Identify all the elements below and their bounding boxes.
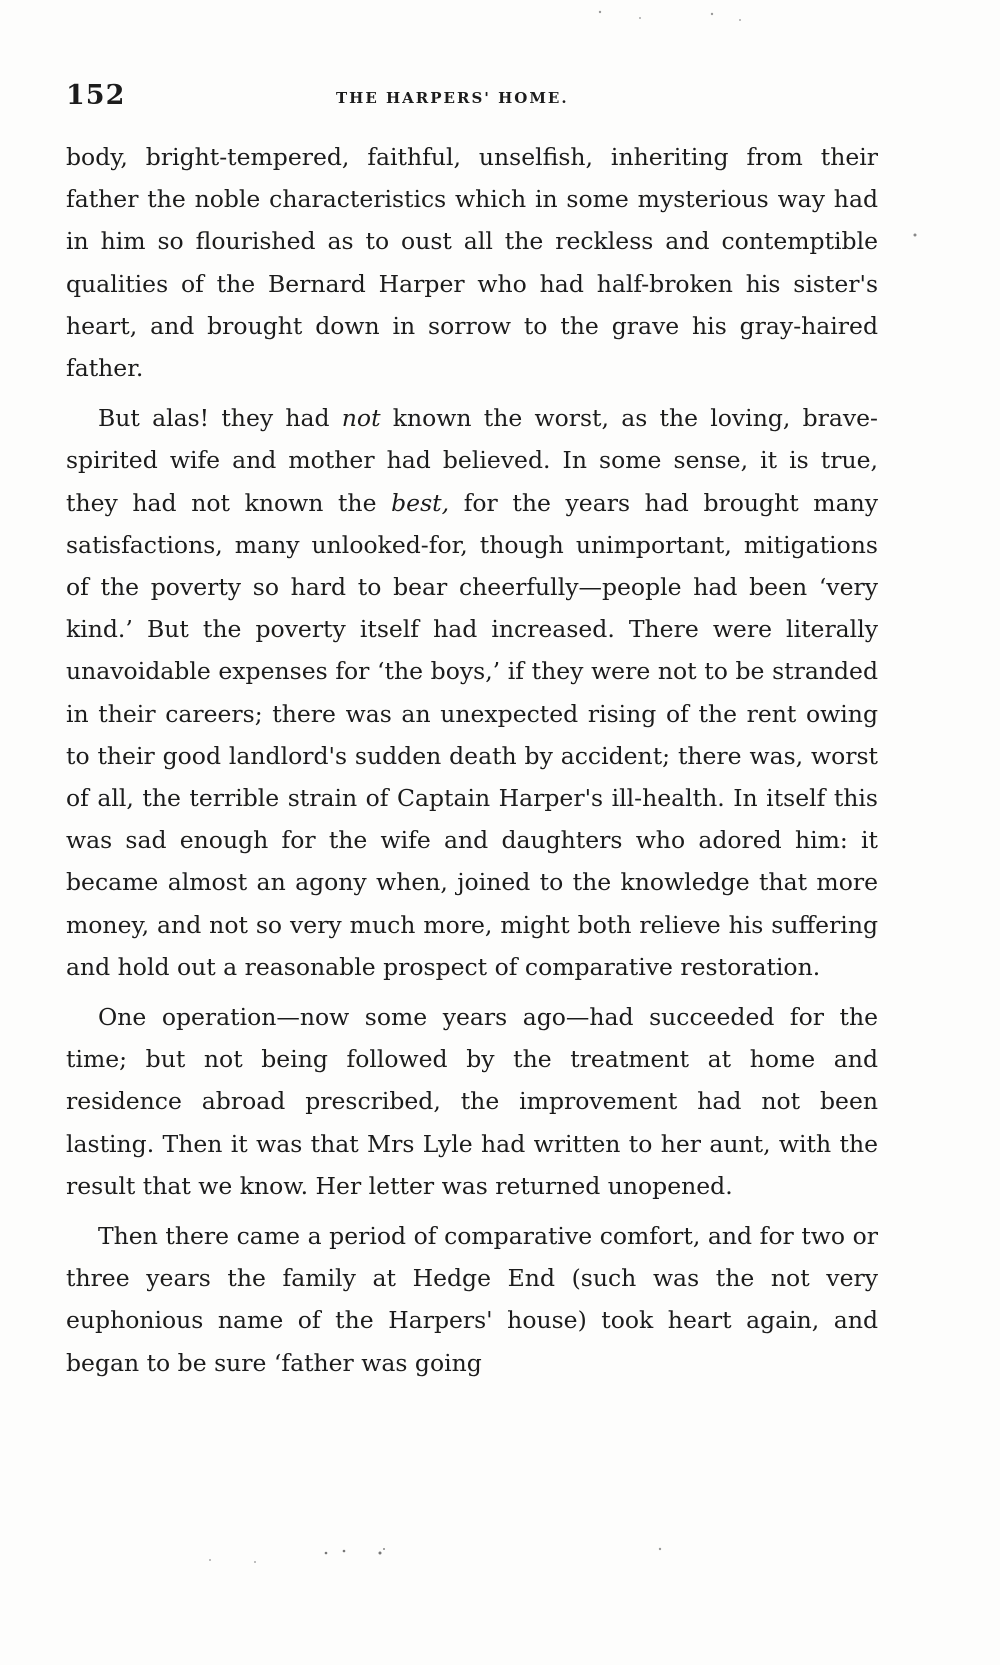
- text-segment: Then there came a period of comparative comfort, and for two or three years the family at Hedge End (such was the not very euphonious name of the Harpers' house) took heart again, and began to be sure ‘father was going: [66, 1222, 878, 1377]
- italic-emphasis: not: [341, 404, 381, 433]
- scan-speck: [383, 1548, 385, 1550]
- scan-speck: [254, 1561, 256, 1563]
- scan-speck: [739, 19, 741, 21]
- scan-speck: [325, 1552, 328, 1555]
- scan-speck: [711, 13, 713, 15]
- scan-speck: [209, 1559, 211, 1561]
- body-text: [66, 136, 878, 1384]
- paragraph: [66, 397, 878, 988]
- scan-speck: [379, 1552, 382, 1555]
- scan-speck: [914, 234, 917, 237]
- running-head: THE HARPERS' HOME.: [336, 89, 569, 107]
- scan-speck: [343, 1550, 346, 1553]
- paragraph: [66, 1215, 878, 1384]
- text-segment: body, bright-tempered, faithful, unselfish, inheriting from their father the noble characteristics which in some mysterious way had in him so flourished as to oust all the reckless and contemptible qualities of the Bernard Harper who had half-broken his sister's heart, and brought down in sorrow to the grave his gray-haired father.: [66, 143, 878, 383]
- scan-speck: [659, 1548, 661, 1550]
- scan-speck: [599, 11, 601, 13]
- scan-speck: [639, 17, 641, 19]
- paragraph: [66, 996, 878, 1207]
- page-number: 152: [66, 80, 126, 111]
- italic-emphasis: best,: [391, 488, 450, 517]
- text-segment: known the worst, as the loving, brave-spirited wife and mother had believed. In some sense, it is true, they had not known the: [66, 404, 879, 517]
- text-segment: But alas! they had: [98, 404, 342, 433]
- text-segment: for the years had brought many satisfactions, many unlooked-for, though unimportant, mitigations of the poverty so hard to bear cheerfully—people had been ‘very kind.’ But the poverty itself had increased. There were literally unavoidable expenses for ‘the boys,’ if they were not to be stranded in their careers; there was an unexpected rising of the rent owing to their good landlord's sudden death by accident; there was, worst of all, the terrible strain of Captain Harper's ill-health. In itself this was sad enough for the wife and daughters who adored him: it became almost an agony when, joined to the knowledge that more money, and not so very much more, might both relieve his suffering and hold out a reasonable prospect of comparative restoration.: [66, 488, 878, 981]
- page-header: [66, 80, 876, 120]
- text-segment: One operation—now some years ago—had succeeded for the time; but not being followed by the treatment at home and residence abroad prescribed, the improvement had not been lasting. Then it was that Mrs Lyle had written to her aunt, with the result that we know. Her letter was returned unopened.: [66, 1003, 878, 1200]
- paragraph: [66, 136, 878, 389]
